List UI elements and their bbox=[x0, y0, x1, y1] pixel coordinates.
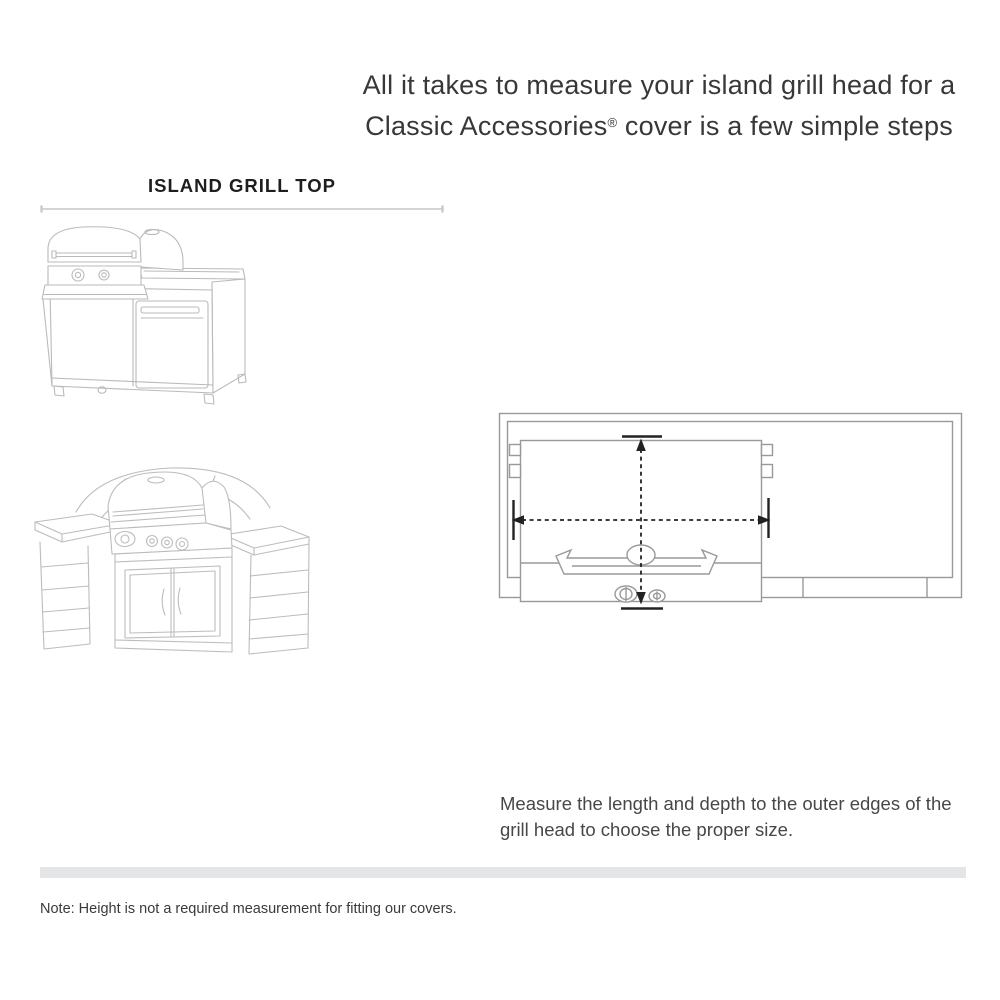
left-side-counter bbox=[35, 514, 120, 542]
footer-note-text: Note: Height is not a required measurement for fitting our covers. bbox=[40, 901, 457, 917]
footer-divider-bar bbox=[40, 867, 966, 878]
measure-instruction-text: Measure the length and depth to the outer edges of the grill head to choose the proper size. bbox=[500, 793, 952, 840]
brand-name: Classic Accessories bbox=[365, 111, 608, 141]
grill-hood bbox=[48, 227, 183, 270]
grill-control-panel bbox=[110, 523, 232, 554]
grill-cart-with-fridge-illustration bbox=[36, 223, 248, 411]
control-panel bbox=[48, 266, 141, 285]
headline-line2: cover is a few simple steps bbox=[617, 111, 953, 141]
headline-line1: All it takes to measure your island grill head for a bbox=[362, 70, 956, 100]
left-stone-pillar bbox=[40, 542, 90, 649]
cart-countertop bbox=[139, 268, 245, 279]
section-divider-line bbox=[40, 203, 444, 215]
grease-tray bbox=[42, 285, 148, 299]
stone-island-grill-illustration bbox=[30, 442, 312, 664]
headline bbox=[352, 66, 966, 145]
right-stone-pillar bbox=[249, 544, 309, 654]
right-side-counter bbox=[224, 526, 309, 555]
built-in-grill-hood bbox=[108, 472, 231, 529]
section-title: ISLAND GRILL TOP bbox=[148, 175, 336, 196]
registered-trademark-symbol: ® bbox=[607, 115, 618, 130]
grill-head-top-view-measurement-diagram bbox=[495, 408, 970, 618]
